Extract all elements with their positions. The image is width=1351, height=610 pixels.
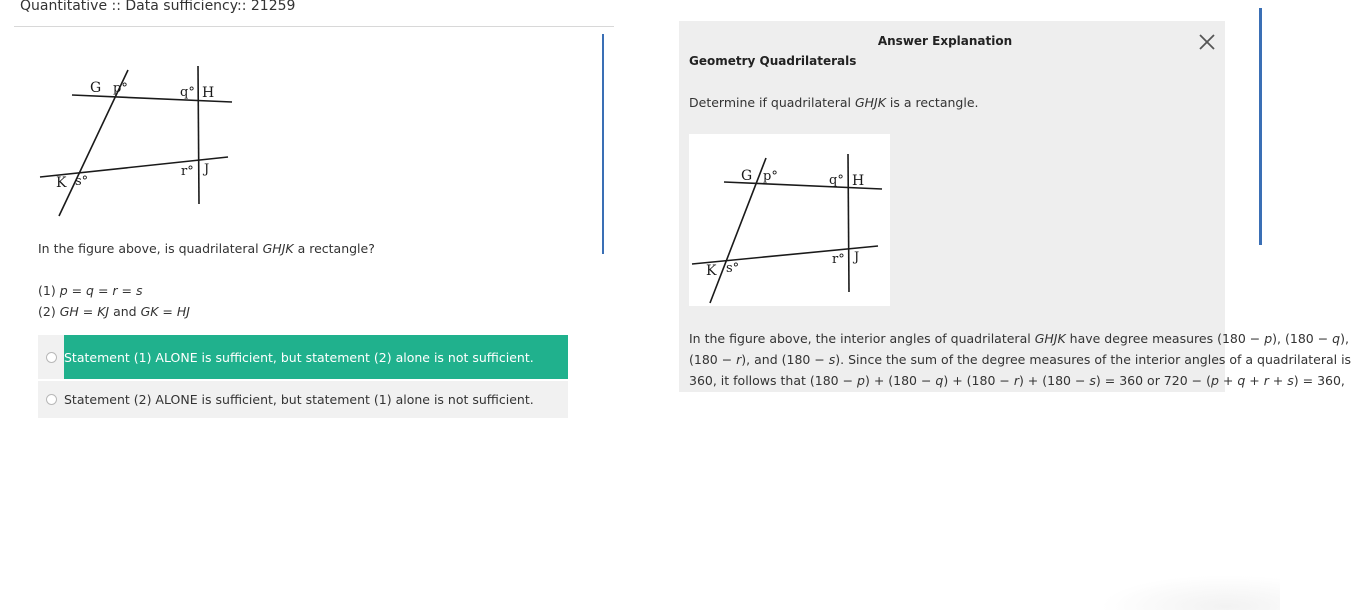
header-divider xyxy=(14,26,614,27)
figure-label-g: G xyxy=(90,80,102,96)
answer-choice-a[interactable] xyxy=(38,335,568,379)
stem-variable: GHJK xyxy=(262,241,294,256)
panel-title: Answer Explanation xyxy=(877,34,1013,48)
explanation-line: In the figure above, the interior angles of quadrilateral GHJK have degree measures (180 − p), (180 − q), xyxy=(689,331,1349,346)
explanation-line: (180 − r), and (180 − s). Since the sum of the degree measures of the interior angles of a quadrilateral is xyxy=(689,352,1351,367)
explanation-label-q: q° xyxy=(829,173,844,188)
statement-1: (1) p = q = r = s xyxy=(38,283,143,298)
figure-label-r: r° xyxy=(181,164,194,179)
explanation-body xyxy=(689,328,1351,391)
explanation-figure xyxy=(689,134,890,306)
stem-text: In the figure above, is quadrilateral xyxy=(38,241,263,256)
explanation-label-h: H xyxy=(852,173,865,189)
figure-label-s: s° xyxy=(75,174,89,189)
corner-shadow xyxy=(1100,575,1280,610)
figure-label-h: H xyxy=(202,85,215,101)
stem-text-end: a rectangle? xyxy=(293,241,375,256)
choice-label: Statement (2) ALONE is sufficient, but statement (1) alone is not sufficient. xyxy=(64,392,534,407)
explanation-label-p: p° xyxy=(763,169,778,184)
figure-label-q: q° xyxy=(180,85,195,100)
figure-label-k: K xyxy=(56,175,67,191)
right-pane-scrollbar[interactable] xyxy=(1259,8,1262,245)
figure-line-kj xyxy=(40,157,228,177)
explanation-prompt: Determine if quadrilateral GHJK is a rectangle. xyxy=(689,95,979,110)
statement-2: (2) GH = KJ and GK = HJ xyxy=(38,304,190,319)
explanation-label-k: K xyxy=(706,263,717,279)
close-icon[interactable] xyxy=(1198,33,1216,51)
figure-line-hj xyxy=(198,66,199,204)
explanation-label-s: s° xyxy=(726,261,740,276)
explanation-label-g: G xyxy=(741,168,753,184)
choice-label: Statement (1) ALONE is sufficient, but statement (2) alone is not sufficient. xyxy=(64,335,568,379)
question-figure xyxy=(30,60,240,220)
explanation-figure-drawing xyxy=(689,134,890,306)
page-title: Quantitative :: Data sufficiency:: 21259 xyxy=(20,0,296,14)
explanation-line: 360, it follows that (180 − p) + (180 − q) + (180 − r) + (180 − s) = 360 or 720 − (p + q + r + s) = 360, xyxy=(689,373,1345,388)
question-stem xyxy=(38,241,375,256)
radio-button[interactable] xyxy=(46,394,57,405)
radio-button[interactable] xyxy=(46,352,57,363)
explanation-label-j: J xyxy=(854,250,860,265)
explanation-label-r: r° xyxy=(832,252,845,267)
topic-heading: Geometry Quadrilaterals xyxy=(689,54,857,68)
figure-label-j: J xyxy=(204,162,210,177)
answer-choice-b[interactable] xyxy=(38,381,568,418)
left-pane-scrollbar[interactable] xyxy=(602,34,604,254)
figure-label-p: p° xyxy=(113,81,128,96)
answer-explanation-panel xyxy=(679,21,1351,392)
